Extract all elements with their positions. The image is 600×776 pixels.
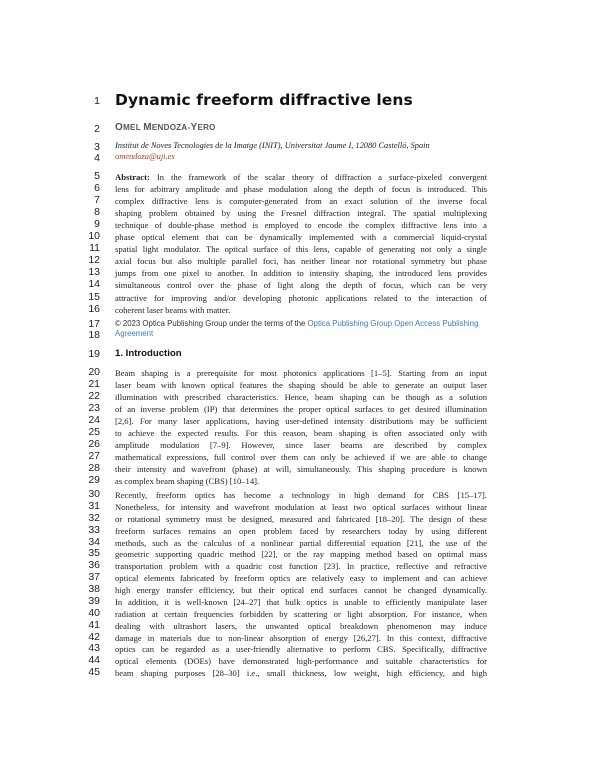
license-link[interactable]: Optica Publishing Group Open Access Publishing	[307, 319, 479, 328]
text-line: high energy transfer efficiency, but their optical end surfaces cannot be changed dynamically.	[115, 585, 487, 596]
line-number: 37	[88, 571, 100, 584]
line-number: 9	[94, 218, 100, 231]
line-number: 2	[94, 123, 100, 135]
line-number: 19	[88, 348, 100, 360]
text-line: technique of double-phase method is employed to encode the complex diffractive lens into a	[115, 220, 487, 231]
text-line: axial focus but also multiple parallel foci, has neither linear nor rotational symmetry but phase	[115, 256, 487, 267]
line-number: 14	[88, 278, 100, 291]
text-line: amplitude modulation [7–9]. However, since laser beams are described by complex	[115, 440, 487, 451]
text-line: illumination with prescribed characteristics. Hence, beam shaping can be though as a solution	[115, 392, 487, 403]
line-number: 42	[88, 630, 100, 643]
text-line: damage in materials due to non-linear absorption of energy [26,27]. In this context, diffractive	[115, 632, 487, 643]
text-run: In the framework of the scalar theory of diffraction a surface-pixeled convergent	[149, 172, 487, 182]
line-number: 3	[94, 141, 100, 153]
line-number: 43	[88, 642, 100, 655]
line-number: 32	[88, 511, 100, 524]
line-number: 11	[89, 242, 100, 255]
text-line: coherent laser beams with matter.	[115, 304, 231, 315]
paper-title: Dynamic freeform diffractive lens	[115, 91, 413, 109]
text-line	[115, 171, 487, 183]
line-number: 41	[88, 618, 100, 631]
line-number: 44	[88, 654, 100, 667]
text-line: transportation problem with a quadric cost function [23]. In practice, reflective and refractive	[115, 561, 487, 572]
line-number: 26	[88, 438, 100, 451]
text-line: to achieve the expected results. For this reason, beam shaping is often associated only with	[115, 428, 487, 439]
text-line: lens for arbitrary amplitude and phase modulation along the depth of focus is introduced. This	[115, 184, 487, 195]
line-number: 8	[94, 206, 100, 219]
line-number: 4	[94, 152, 100, 164]
text-line: laser beam with known optical features the shaping should be able to generate an output laser	[115, 380, 487, 391]
abstract-label: Abstract:	[115, 172, 150, 182]
line-number: 28	[88, 462, 100, 475]
text-line: shaping problem obtained by using the Fresnel diffraction integral. The spatial multiplexing	[115, 208, 487, 219]
text-line: as complex beam shaping (CBS) [10–14].	[115, 476, 260, 487]
line-number: 10	[88, 230, 100, 243]
line-number: 35	[88, 547, 100, 560]
text-line: Nonetheless, for intensity and wavefront modulation at least two optical surfaces without linear	[115, 501, 487, 512]
line-number: 34	[88, 535, 100, 548]
author-email-link[interactable]: omendoza@uji.es	[115, 152, 175, 161]
text-line: In addition, it is well-known [24–27] that bulk optics is unable to efficiently manipulate laser	[115, 596, 487, 607]
line-number: 5	[94, 170, 100, 182]
line-number: 23	[88, 402, 100, 415]
text-line: phase optical element that can be dynamically implemented with a commercial liquid-crystal	[115, 232, 487, 243]
line-number: 38	[88, 583, 100, 596]
text-line: optics can be regarded as a user-friendly alternative to perform CBS. Specifically, diffractive	[115, 644, 487, 655]
line-number: 45	[88, 666, 100, 679]
text-line: geometric supporting quadric method [22], or the ray mapping method based on optimal mass	[115, 549, 487, 560]
line-number: 17	[88, 318, 100, 330]
line-number: 16	[88, 302, 100, 315]
line-number: 36	[88, 559, 100, 572]
line-number: 24	[88, 414, 100, 427]
text-line: jumps from one pixel to another. In addition to intensity shaping, the introduced lens provides	[115, 268, 487, 279]
license-notice-cont	[115, 329, 487, 339]
text-line: freeform surfaces remains an open problem faced by researchers today by using different	[115, 525, 487, 536]
text-line: or rotational symmetry must be designed, measured and fabricated [18–20]. The design of these	[115, 513, 487, 524]
line-number: 29	[88, 474, 100, 487]
text-line: spatial light modulator. The optical surface of this lens, capable of generating not only a single	[115, 244, 487, 255]
text-line: methods, such as the calculus of a nonlinear partial differential equation [21], the use of the	[115, 537, 487, 548]
line-number: 1	[94, 95, 100, 107]
line-number: 18	[88, 329, 100, 341]
license-link-cont[interactable]: Agreement	[115, 329, 154, 338]
text-line: of an inverse problem (IP) that determines the proper optical surfaces to get desired illumination	[115, 404, 487, 415]
text-line: mathematical expressions, full control over them can only be achieved if we are able to change	[115, 452, 487, 463]
text-line: optical elements fabricated by freeform optics are relatively easy to implement and can achieve	[115, 573, 487, 584]
text-line: simultaneous control over the phase of light along the depth of focus, which can be very	[115, 280, 487, 291]
line-number: 15	[88, 290, 100, 303]
line-number: 13	[88, 266, 100, 279]
line-number: 33	[88, 523, 100, 536]
line-number: 39	[88, 594, 100, 607]
text-line: Recently, freeform optics has become a technology in high demand for CBS [15–17].	[115, 490, 487, 500]
author-name: OMEL MENDOZA-YERO	[115, 122, 216, 133]
line-number: 7	[94, 194, 100, 207]
license-notice: © 2023 Optica Publishing Group under the terms of the Optica Publishing Group Open Access Publishing	[115, 319, 479, 328]
section-heading: 1. Introduction	[115, 348, 182, 359]
text-line: optical elements (DOEs) have demonstrated high-performance and suitable characteristics for	[115, 656, 487, 667]
text-line: Beam shaping is a prerequisite for most photonics applications [1–5]. Starting from an input	[115, 368, 487, 378]
line-number: 20	[88, 366, 100, 378]
line-number: 21	[88, 378, 100, 391]
text-line: their intensity and wavefront (phase) at will, simultaneously. This shaping procedure is known	[115, 464, 487, 475]
line-number: 25	[88, 426, 100, 439]
text-line: complex diffractive lens is computer-generated from an exact solution of the inverse focal	[115, 196, 487, 207]
line-number: 27	[88, 450, 100, 463]
line-number: 30	[88, 488, 100, 500]
line-number: 22	[88, 390, 100, 403]
line-number: 6	[94, 182, 100, 195]
text-line: beam shaping purposes [28–30] i.e., small thickness, low weight, high efficiency, and high	[115, 668, 487, 679]
line-number: 12	[88, 254, 100, 267]
line-number: 31	[88, 499, 100, 512]
text-line: radiation at certain frequencies forbidden by scattering or light absorption. For instance, when	[115, 608, 487, 619]
affiliation: Institut de Noves Tecnologies de la Imatge (INIT), Universitat Jaume I, 12080 Castelló, Spain	[115, 141, 430, 150]
text-line: [2,6]. For many laser applications, having user-defined intensity distributions may be sufficient	[115, 416, 487, 427]
text-line: attractive for improving and/or developing photonic applications related to the interaction of	[115, 292, 487, 303]
line-number: 40	[88, 606, 100, 619]
text-line: dealing with ultrashort lasers, the unwanted optical breakdown phenomenon may induce	[115, 620, 487, 631]
